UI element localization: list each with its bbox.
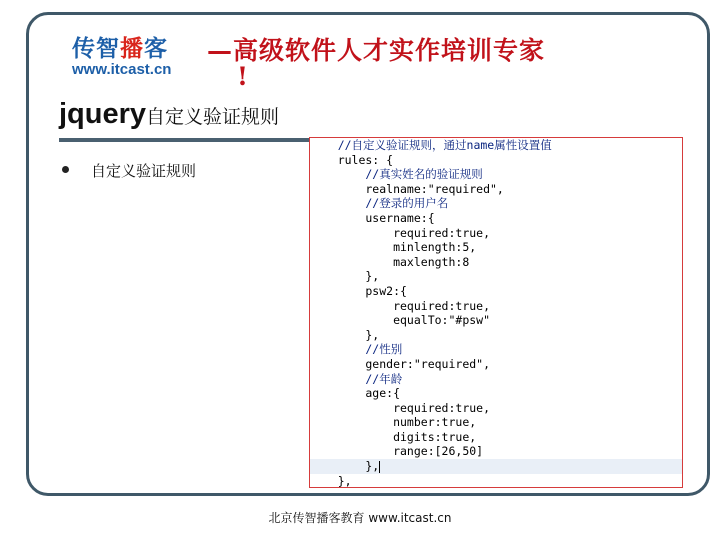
code-text: digits:true, <box>310 429 477 444</box>
code-line <box>310 328 682 343</box>
code-text: realname:"required", <box>310 181 504 196</box>
itcast-logo <box>72 30 202 82</box>
code-text: range:[26,50] <box>310 444 484 459</box>
slide-title <box>59 98 279 131</box>
code-line <box>310 299 682 314</box>
code-screenshot <box>309 137 683 488</box>
code-comment: //登录的用户名 <box>310 196 449 211</box>
code-text: equalTo:"#psw" <box>310 313 491 328</box>
code-line <box>310 415 682 430</box>
code-text: required:true, <box>310 298 491 313</box>
code-line <box>310 211 682 226</box>
code-line <box>310 182 682 197</box>
code-line <box>310 240 682 255</box>
code-line <box>310 430 682 445</box>
slide-title-cn: 自定义验证规则 <box>146 106 280 128</box>
slide-title-latin: jquery <box>59 98 147 130</box>
code-text: }, <box>310 327 380 342</box>
code-line <box>310 226 682 241</box>
code-text: required:true, <box>310 225 491 240</box>
code-line <box>310 167 682 182</box>
code-comment: //性别 <box>310 342 403 357</box>
code-text: }, <box>310 473 352 488</box>
code-line <box>310 459 682 474</box>
title-underline <box>59 138 309 142</box>
code-line <box>310 269 682 284</box>
code-line <box>310 342 682 357</box>
code-line <box>310 386 682 401</box>
bullet-item <box>62 160 196 181</box>
code-text: rules: { <box>310 152 394 167</box>
logo-url: www.itcast.cn <box>72 61 172 78</box>
code-line <box>310 372 682 387</box>
bullet-dot-icon <box>62 166 69 173</box>
code-text: }, <box>310 269 380 284</box>
code-line <box>310 255 682 270</box>
logo-part-3: 客 <box>144 36 168 62</box>
logo-chinese <box>72 30 168 63</box>
code-comment: //真实姓名的验证规则 <box>310 167 483 182</box>
code-text: number:true, <box>310 415 477 430</box>
code-text: age:{ <box>310 386 401 401</box>
footer: 北京传智播客教育 www.itcast.cn <box>268 511 452 525</box>
tagline-exclamation: ! <box>237 62 248 91</box>
code-comment: //自定义验证规则，通过name属性设置值 <box>310 138 552 152</box>
logo-part-2: 播 <box>120 36 144 62</box>
code-text: }, <box>310 459 380 474</box>
code-lines <box>310 138 682 488</box>
code-line <box>310 196 682 211</box>
bullet-text: 自定义验证规则 <box>91 162 197 180</box>
code-line <box>310 153 682 168</box>
code-line <box>310 138 682 153</box>
code-comment: //年龄 <box>310 371 403 386</box>
code-text: maxlength:8 <box>310 254 470 269</box>
tagline: —高级软件人才实作培训专家 <box>207 36 546 65</box>
code-line <box>310 401 682 416</box>
code-line <box>310 313 682 328</box>
code-line <box>310 284 682 299</box>
code-text: psw2:{ <box>310 283 407 298</box>
code-line <box>310 474 682 488</box>
code-text: minlength:5, <box>310 240 477 255</box>
code-text: gender:"required", <box>310 356 491 371</box>
code-text: username:{ <box>310 210 435 225</box>
code-text: required:true, <box>310 400 491 415</box>
text-cursor-icon <box>379 461 380 473</box>
code-line <box>310 357 682 372</box>
logo-part-1: 传智 <box>72 36 120 62</box>
code-line <box>310 444 682 459</box>
